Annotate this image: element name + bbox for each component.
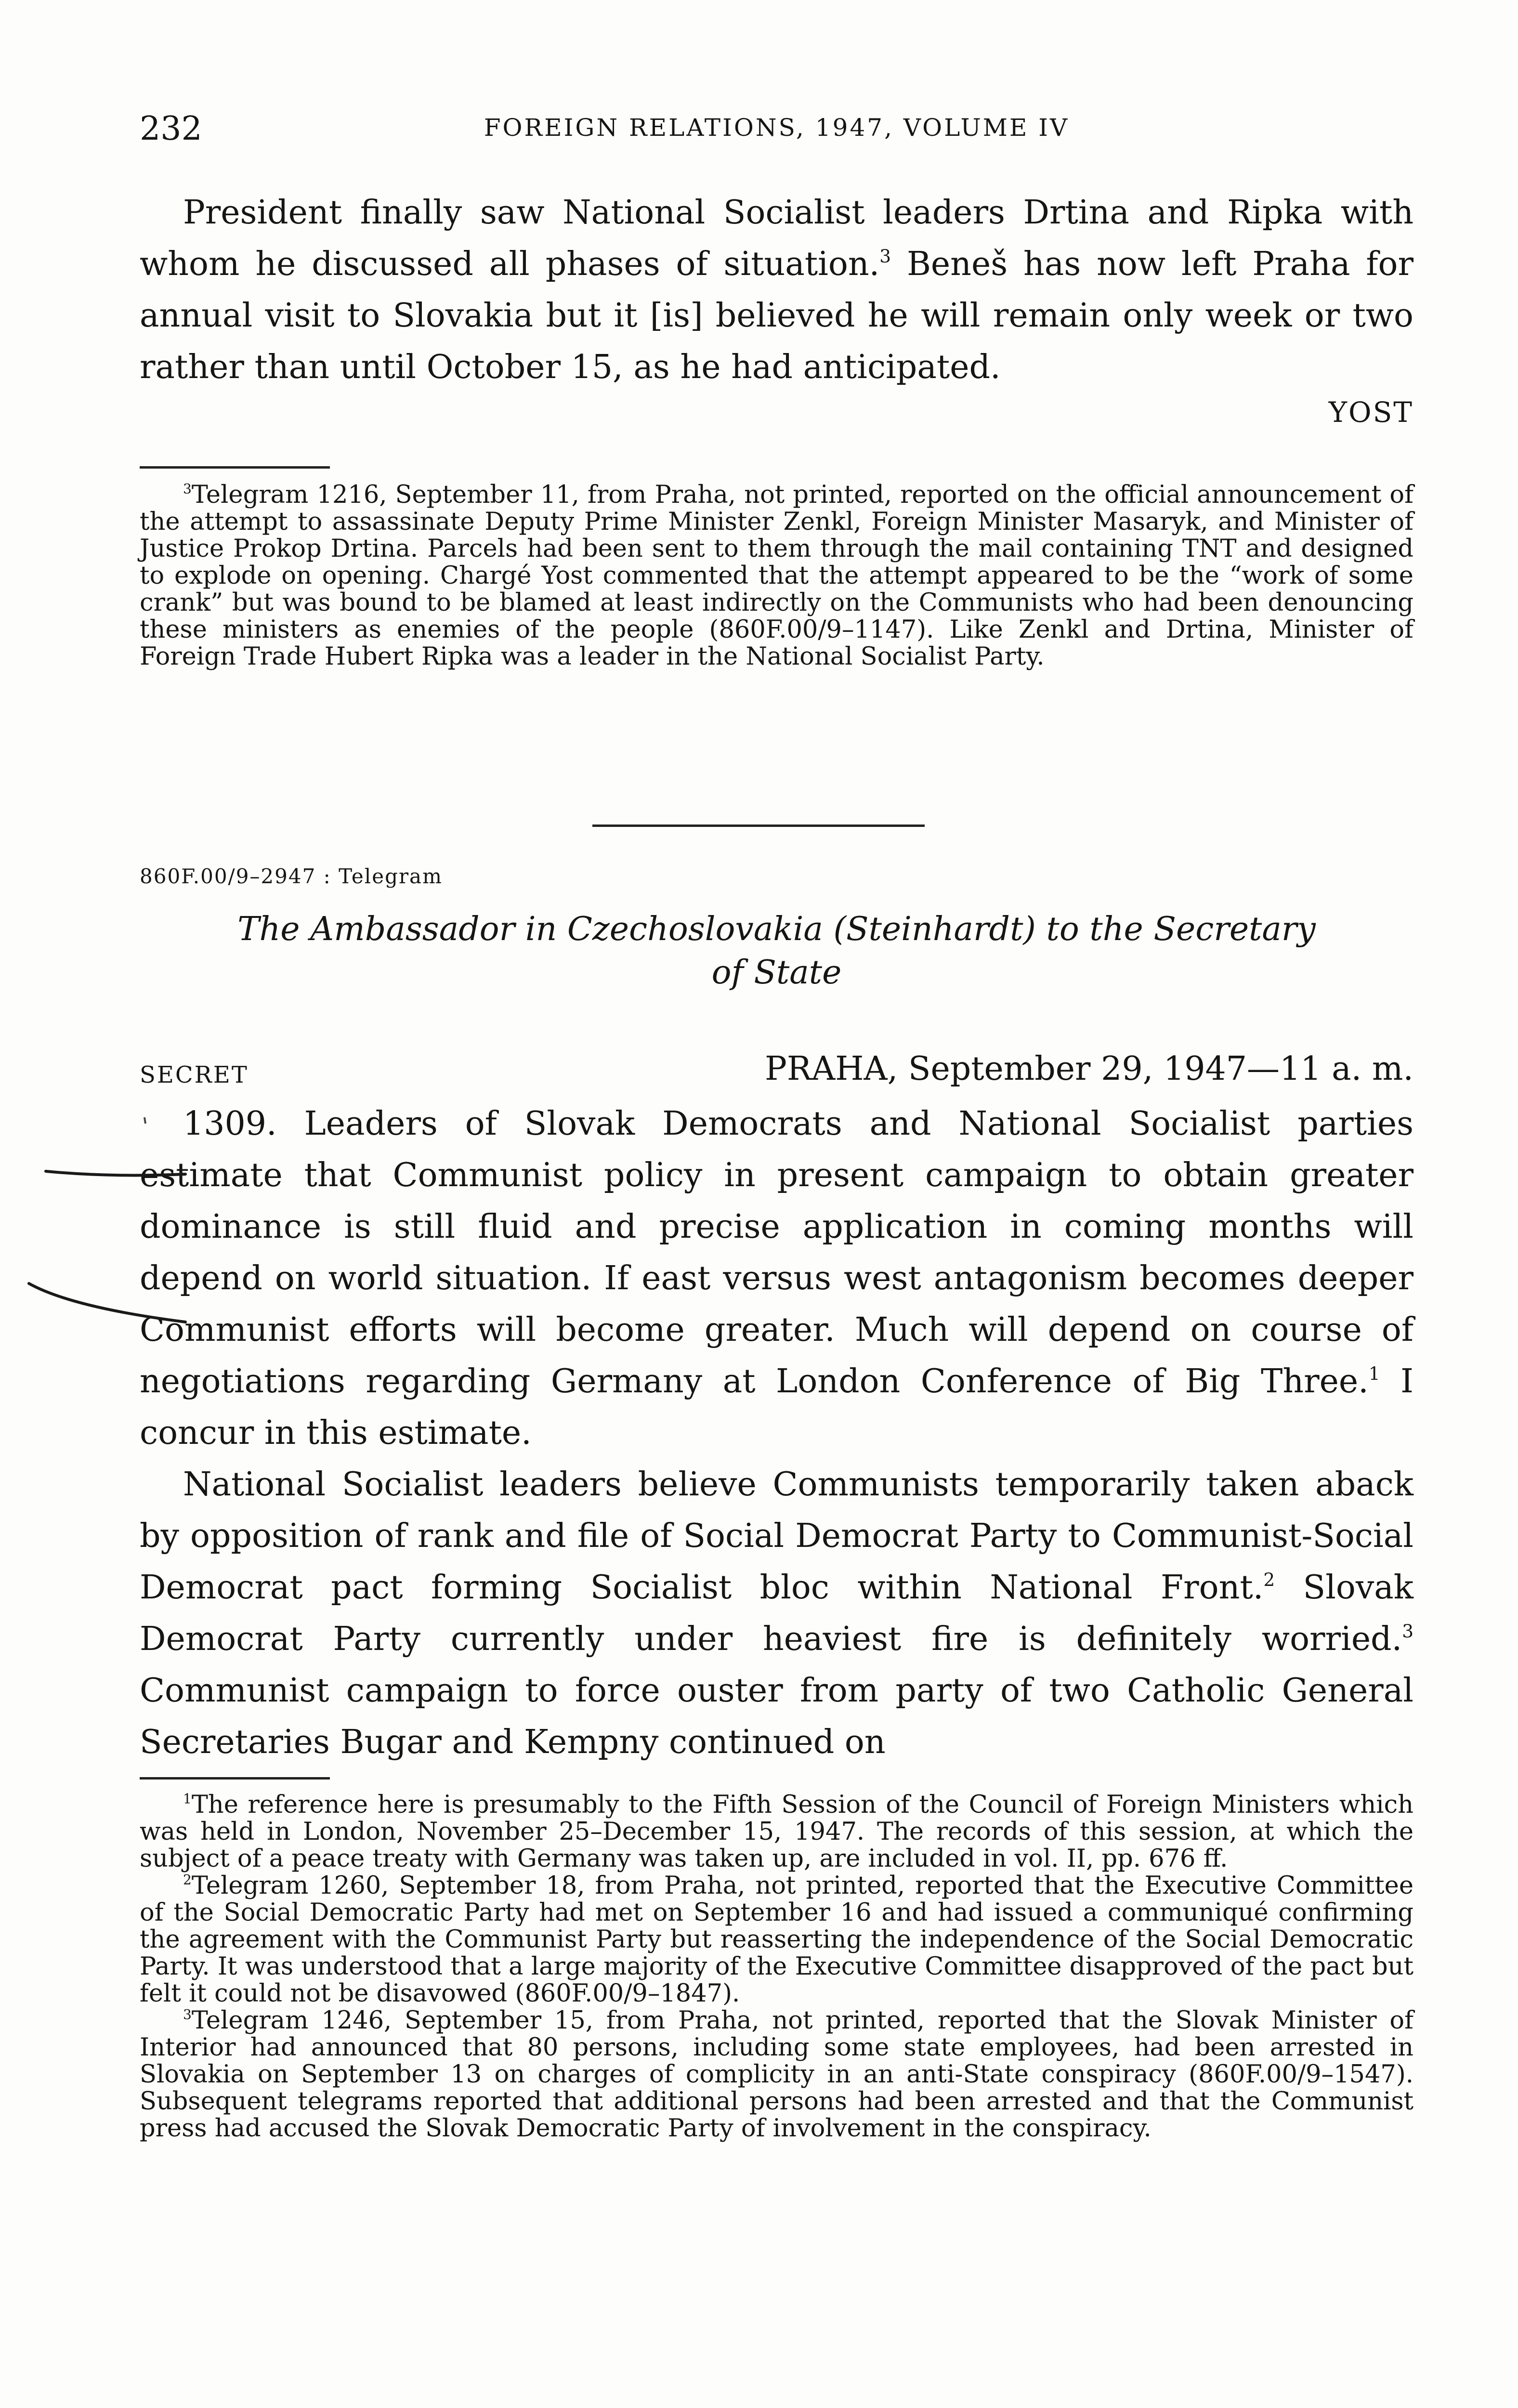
paragraph-1: 1309. Leaders of Slovak Democrats and National Socialist parties estimate that Communist policy in present campaign to obtain greater dominance is still fluid and precise application in coming months will depend on world situation. If east versus west antagonism becomes deeper Communist efforts will become greater. Much will depend on course of negotiations regarding Germany at London Conference of Big Three.$^1$ I concur in this estimate. (140, 1105, 1413, 1452)
footnote-3: $^3$Telegram 1216, September 11, from Praha, not printed, reported on the official announcement of the attempt to assassinate Deputy Prime Minister Zenkl, Foreign Minister Masaryk, and Minister of Justice Prokop Drtina. Parcels had been sent to them through the mail containing TNT and designed to explode on opening. Chargé Yost commented that the attempt appeared to be the “work of some crank” but was bound to be blamed at least indirectly on the Communists who had been denouncing these ministers as enemies of the people (860F.00/9–1147). Like Zenkl and Drtina, Minister of Foreign Trade Hubert Ripka was a leader in the National Socialist Party. (140, 481, 1413, 671)
footnote-marker: 3 (183, 481, 192, 497)
pen-mark-1 (46, 1171, 185, 1175)
footnote-ref: 3 (1402, 1620, 1413, 1642)
pen-mark-2 (29, 1283, 185, 1322)
footnote-marker: 1 (183, 1791, 192, 1807)
footnote-marker: 2 (183, 1871, 192, 1888)
place-date: PRAHA, September 29, 1947—11 a. m. (765, 1050, 1413, 1088)
stray-mark-top (144, 1117, 145, 1124)
signature: YOST (1328, 396, 1413, 429)
footnote-3: $^3$Telegram 1246, September 15, from Praha, not printed, reported that the Slovak Minister of Interior had announced that 80 persons, including some state employees, had been arrested in Slovakia on September 13 on charges of complicity in an anti-State conspiracy (860F.00/9–1547). Subsequent telegrams reported that additional persons had been arrested and that the Communist press had accused the Slovak Democratic Party of involvement in the conspiracy. (140, 2006, 1413, 2143)
title-line-1: The Ambassador in Czechoslovakia (Steinhardt) to the Secretary (237, 910, 1316, 948)
footnote-2: $^2$Telegram 1260, September 18, from Praha, not printed, reported that the Executive Committee of the Social Democratic Party had met on September 16 and had issued a communiqué confirming the agreement with the Communist Party but reasserting the independence of the Social Democratic Party. It was understood that a large majority of the Executive Committee disapproved of the pact but felt it could not be disavowed (860F.00/9–1847). (140, 1871, 1413, 2008)
footnote-ref: 1 (1368, 1362, 1380, 1384)
file-reference: 860F.00/9–2947 : Telegram (140, 864, 443, 888)
title-line-2: of State (711, 954, 842, 992)
paragraph-2: National Socialist leaders believe Communists temporarily taken aback by opposition of rank and file of Social Democrat Party to Communist-Social Democrat pact forming Socialist bloc within National Front.$^2$ Slovak Democrat Party currently under heaviest fire is definitely worried.$^3$ Communist campaign to force ouster from party of two Catholic General Secretaries Bugar and Kempny continued on (140, 1466, 1413, 1761)
footnote-marker: 3 (183, 2006, 192, 2023)
footnote-ref: 2 (1263, 1569, 1275, 1590)
continued-paragraph: President finally saw National Socialist leaders Drtina and Ripka with whom he discussed all phases of situation.$^3$ Beneš has now left Praha for annual visit to Slovakia but it [is] believed he will remain only week or two rather than until October 15, as he had anticipated. (140, 194, 1413, 386)
running-title: FOREIGN RELATIONS, 1947, VOLUME IV (484, 114, 1070, 142)
page-number: 232 (140, 110, 202, 148)
footnote-ref: 3 (879, 245, 891, 267)
footnote-1: $^1$The reference here is presumably to the Fifth Session of the Council of Foreign Ministers which was held in London, November 25–December 15, 1947. The records of this session, at which the subject of a peace treaty with Germany was taken up, are included in vol. II, pp. 676 ff. (140, 1791, 1413, 1873)
classification: SECRET (140, 1061, 249, 1088)
